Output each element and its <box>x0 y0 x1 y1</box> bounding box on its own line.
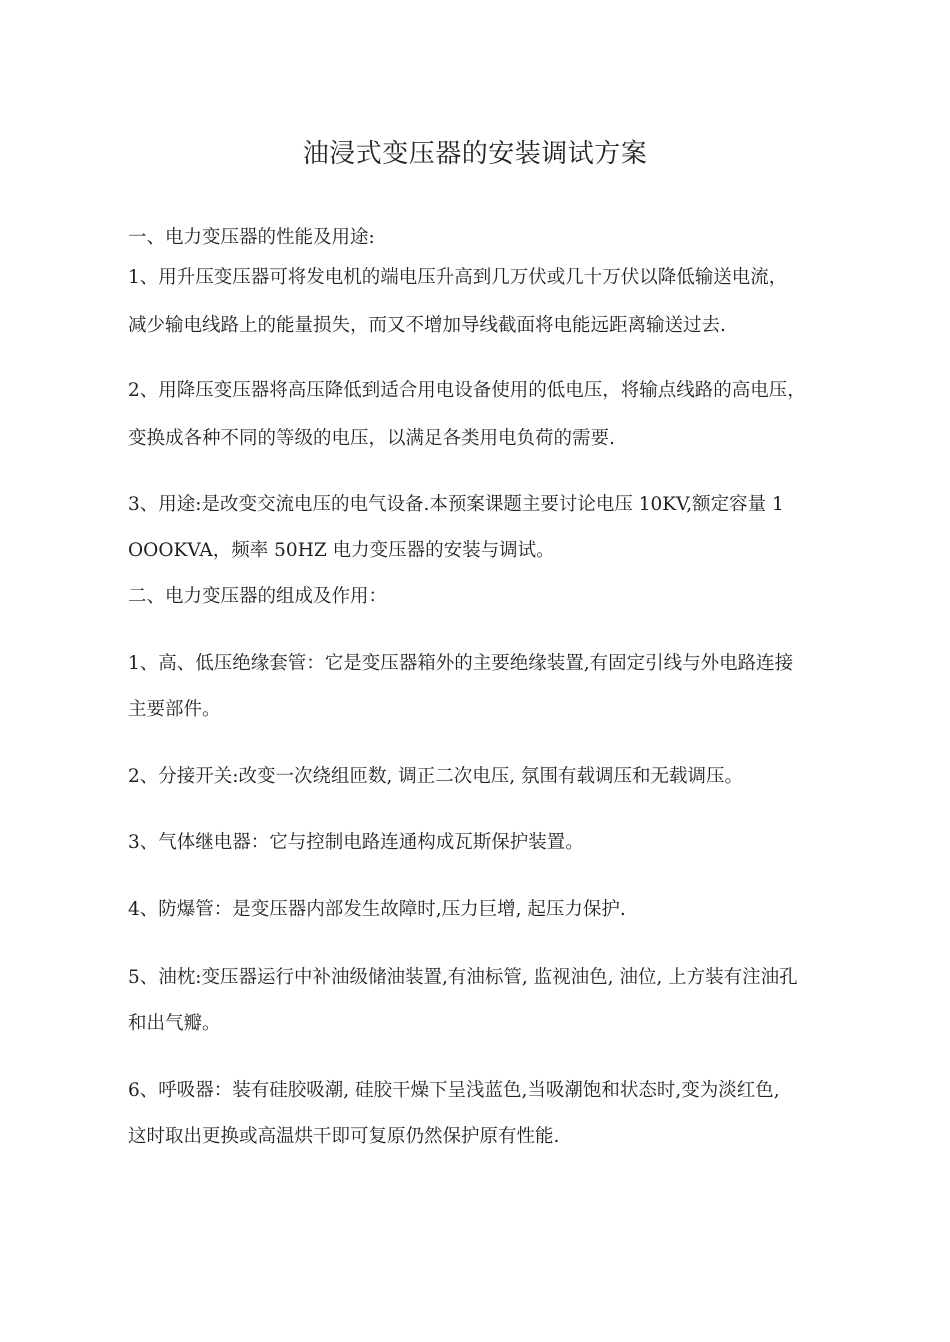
paragraph-line: 2、用降压变压器将高压降低到适合用电设备使用的低电压，将输点线路的高电压， <box>128 380 806 401</box>
paragraph-line: 主要部件。 <box>128 699 221 720</box>
section-heading-2: 二、电力变压器的组成及作用： <box>128 586 388 607</box>
section-heading-1: 一、电力变压器的性能及用途: <box>128 227 375 248</box>
paragraph-line: 和出气瓣。 <box>128 1013 221 1034</box>
paragraph-line: 3、气体继电器：它与控制电路连通构成瓦斯保护装置。 <box>128 832 584 853</box>
paragraph-line: 减少输电线路上的能量损失，而又不增加导线截面将电能远距离输送过去. <box>128 315 726 336</box>
document-title: 油浸式变压器的安装调试方案 <box>302 139 648 169</box>
paragraph-line: 5、油枕:变压器运行中补油级储油装置,有油标管, 监视油色, 油位, 上方装有注油孔 <box>128 967 798 988</box>
paragraph-line: 1、高、低压绝缘套管：它是变压器箱外的主要绝缘装置,有固定引线与外电路连接 <box>128 653 794 674</box>
paragraph-line: OOOKVA，频率 50HZ 电力变压器的安装与调试。 <box>128 540 555 561</box>
paragraph-line: 6、呼吸器：装有硅胶吸潮, 硅胶干燥下呈浅蓝色,当吸潮饱和状态时,变为淡红色, <box>128 1080 780 1101</box>
paragraph-line: 3、用途:是改变交流电压的电气设备.本预案课题主要讨论电压 10KV,额定容量 1 <box>128 494 784 515</box>
paragraph-line: 1、用升压变压器可将发电机的端电压升高到几万伏或几十万伏以降低输送电流， <box>128 267 788 288</box>
paragraph-line: 2、分接开关:改变一次绕组匝数, 调正二次电压, 氛围有载调压和无载调压。 <box>128 766 744 787</box>
paragraph-line: 这时取出更换或高温烘干即可复原仍然保护原有性能. <box>128 1126 560 1147</box>
paragraph-line: 4、防爆管：是变压器内部发生故障时,压力巨增, 起压力保护. <box>128 899 626 920</box>
paragraph-line: 变换成各种不同的等级的电压，以满足各类用电负荷的需要. <box>128 428 615 449</box>
